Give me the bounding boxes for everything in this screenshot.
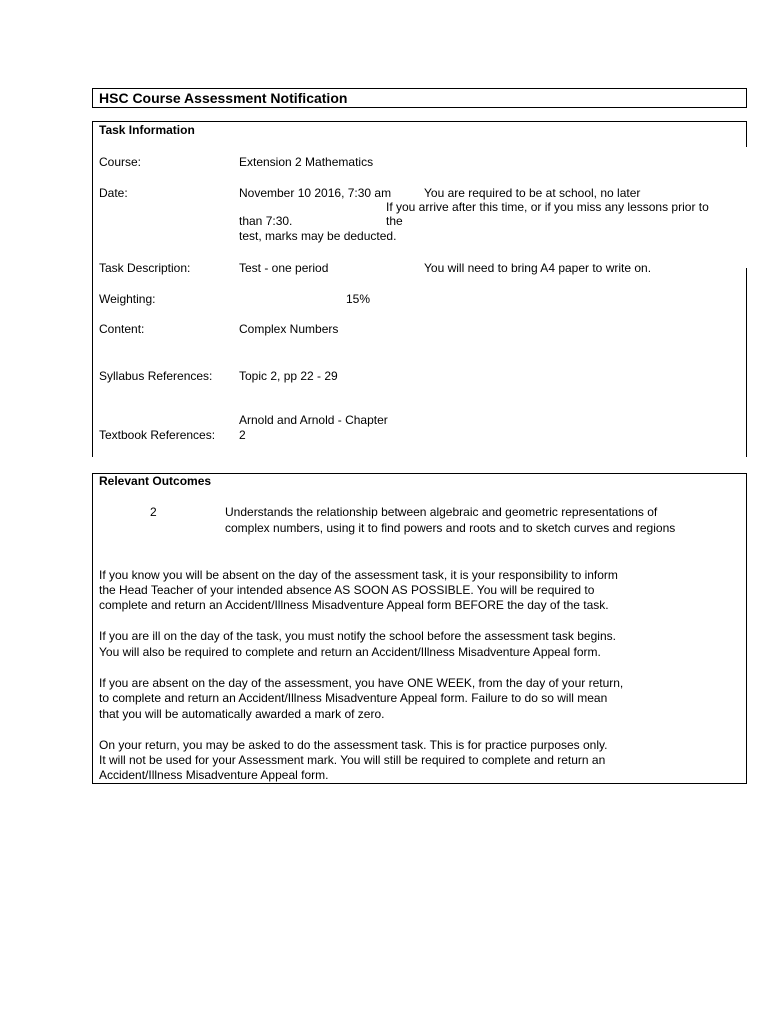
content-value: Complex Numbers (239, 322, 339, 336)
course-value: Extension 2 Mathematics (239, 155, 374, 169)
weighting-value: 15% (346, 292, 371, 306)
date-note-4: test, marks may be deducted. (239, 229, 397, 243)
paragraph-line: If you are absent on the day of the assessment, you have ONE WEEK, from the day of your return, (99, 676, 624, 690)
textbook-value-line2: 2 (239, 428, 246, 442)
textbook-label: Textbook References: (99, 428, 216, 442)
paragraph-line: to complete and return an Accident/Illness Misadventure Appeal form. Failure to do so will mean (99, 691, 608, 705)
date-label: Date: (99, 186, 128, 200)
outcome-text-line2: complex numbers, using it to find powers and roots and to sketch curves and regions (225, 521, 676, 535)
paragraph-line: If you know you will be absent on the day of the assessment task, it is your responsibility to inform (99, 568, 618, 582)
paragraph-line: You will also be required to complete and return an Accident/Illness Misadventure Appeal form. (99, 645, 601, 659)
course-label: Course: (99, 155, 142, 169)
content-label: Content: (99, 322, 145, 336)
paragraph-line: It will not be used for your Assessment mark. You will still be required to complete and return an (99, 753, 606, 767)
task-description-label: Task Description: (99, 261, 191, 275)
date-note-3a: than 7:30. (239, 214, 293, 228)
syllabus-label: Syllabus References: (99, 369, 213, 383)
page-title: HSC Course Assessment Notification (99, 90, 348, 106)
task-description-note: You will need to bring A4 paper to write on. (424, 261, 652, 275)
task-description-value: Test - one period (239, 261, 329, 275)
task-info-section (92, 121, 747, 457)
date-note-1: You are required to be at school, no later (424, 186, 641, 200)
textbook-value-line1: Arnold and Arnold - Chapter (239, 413, 388, 427)
task-info-heading: Task Information (99, 123, 195, 137)
date-value: November 10 2016, 7:30 am (239, 186, 392, 200)
paragraph-line: Accident/Illness Misadventure Appeal form. (99, 768, 329, 782)
paragraph-line: the Head Teacher of your intended absence AS SOON AS POSSIBLE. You will be required to (99, 583, 595, 597)
date-note-3b: the (386, 214, 403, 228)
outcome-text-line1: Understands the relationship between algebraic and geometric representations of (225, 505, 658, 519)
paragraph-line: that you will be automatically awarded a mark of zero. (99, 707, 385, 721)
paragraph-line: If you are ill on the day of the task, you must notify the school before the assessment task begins. (99, 629, 616, 643)
outcomes-heading: Relevant Outcomes (99, 474, 212, 488)
outcome-number: 2 (150, 505, 157, 519)
syllabus-value: Topic 2, pp 22 - 29 (239, 369, 338, 383)
task-info-right-border-2 (746, 268, 747, 457)
paragraph-line: complete and return an Accident/Illness Misadventure Appeal form BEFORE the day of the task. (99, 598, 609, 612)
task-info-right-border (746, 121, 747, 147)
date-note-2: If you arrive after this time, or if you miss any lessons prior to (386, 200, 709, 214)
paragraph-line: On your return, you may be asked to do the assessment task. This is for practice purposes only. (99, 738, 608, 752)
weighting-label: Weighting: (99, 292, 156, 306)
